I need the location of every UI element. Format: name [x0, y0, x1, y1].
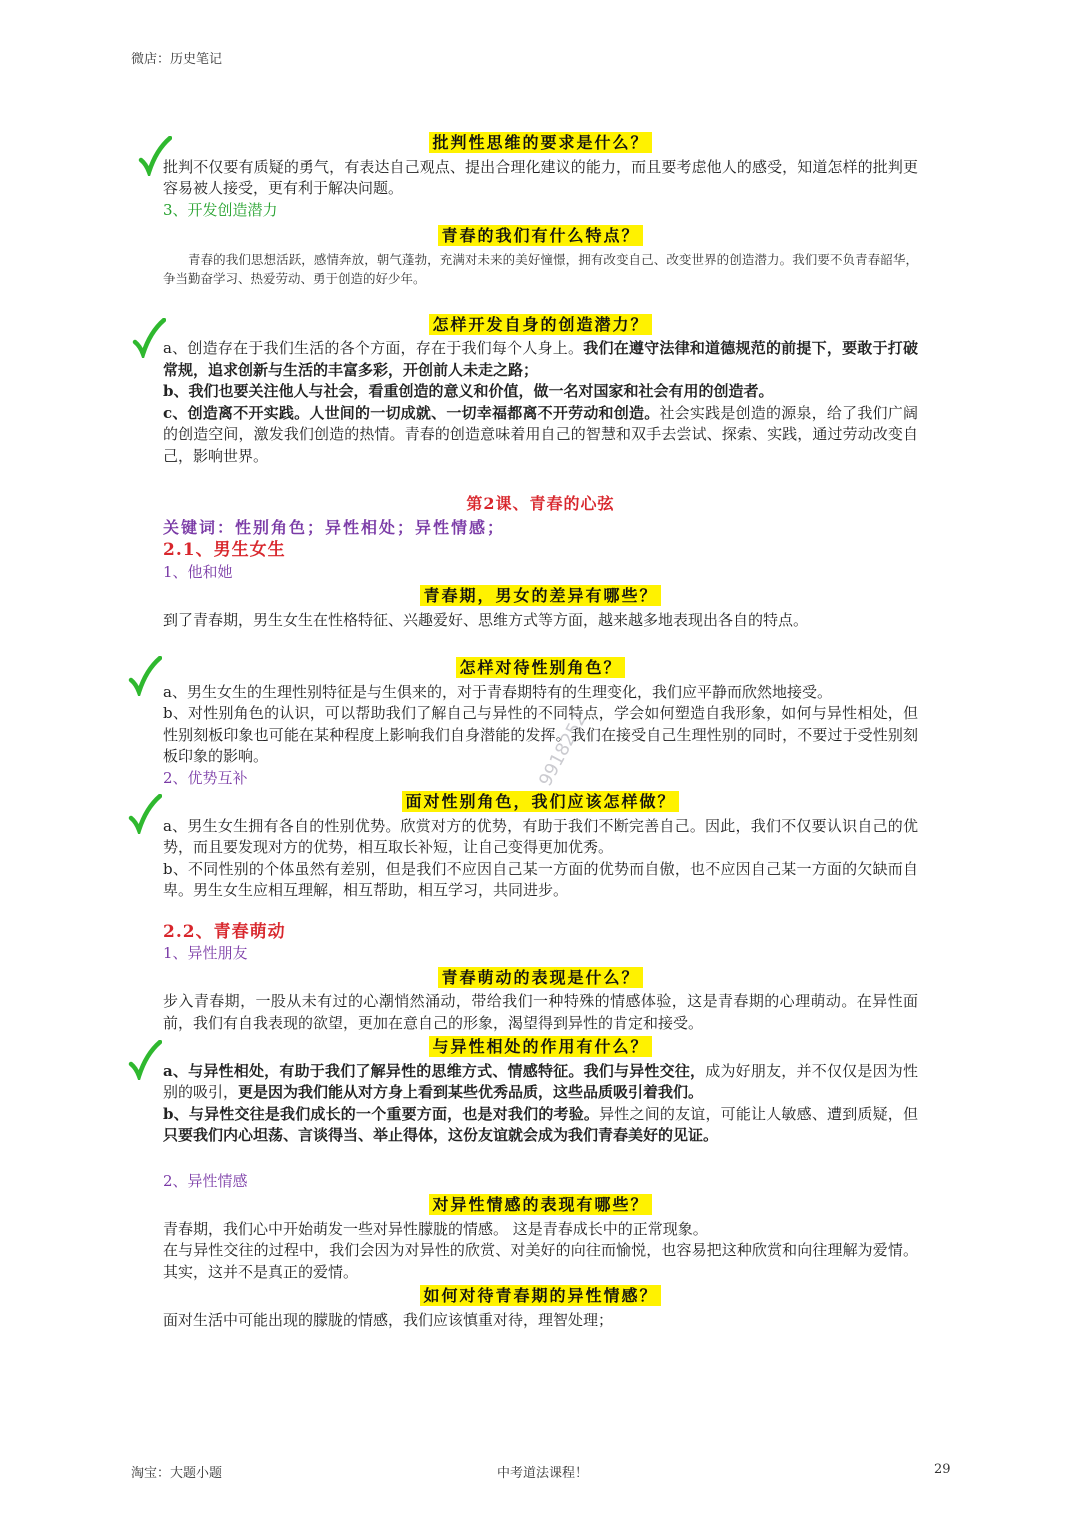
- header-shop: 微店：历史笔记: [131, 52, 223, 67]
- subsection-label: 1、异性朋友: [163, 944, 248, 962]
- answer-b-bold: b、与异性交往是我们成长的一个重要方面，也是对我们的考验。: [163, 1104, 600, 1123]
- question-title: 与异性相处的作用有什么？: [429, 1036, 651, 1057]
- page-number: 29: [934, 1462, 951, 1477]
- answer-a: a、男生女生拥有各自的性别优势。欣赏对方的优势，有助于我们不断完善自己。因此，我们不仅要认识自己的优势，而且要发现对方的优势，相互取长补短，让自己变得更加优秀。: [163, 816, 918, 856]
- keywords: 关键词：性别角色；异性相处；异性情感；: [163, 517, 506, 537]
- answer-c-plain: 社会实践是创造的源泉，给了我们广阔的创造空间，激发我们创造的热情。青春的创造意味着用自己的智慧和双手去尝试、探索、实践，通过劳动改变自己，影响世界。: [163, 403, 918, 465]
- page-content: [163, 130, 918, 1331]
- answer-text: 批判不仅要有质疑的勇气，有表达自己观点、提出合理化建议的能力，而且要考虑他人的感受，知道怎样的批判更容易被人接受，更有利于解决问题。: [163, 157, 918, 197]
- answer-a: [163, 338, 918, 381]
- answer-b-plain: 异性之间的友谊，可能让人敏感、遭到质疑，但: [599, 1104, 918, 1123]
- question-title: 青春萌动的表现是什么？: [438, 967, 642, 988]
- answer-a-bold: a、与异性相处，有助于我们了解异性的思维方式、情感特征。我们与异性交往，: [163, 1061, 706, 1080]
- subsection-label: 2、异性情感: [163, 1171, 248, 1190]
- check-icon: [128, 794, 162, 834]
- check-icon: [128, 656, 162, 696]
- answer-text: 到了青春期，男生女生在性格特征、兴趣爱好、思维方式等方面，越来越多地表现出各自的特点。: [163, 610, 809, 629]
- check-icon: [132, 318, 166, 358]
- footer-left: 淘宝：大题小题: [131, 1466, 223, 1481]
- answer-a-bold: 更是因为我们能从对方身上看到某些优秀品质，这些品质吸引着我们。: [238, 1083, 704, 1101]
- section-title: 2.1、男生女生: [163, 540, 286, 560]
- answer-b: b、我们也要关注他人与社会，看重创造的意义和价值，做一名对国家和社会有用的创造者。: [163, 382, 774, 400]
- question-title: 批判性思维的要求是什么？: [429, 132, 651, 153]
- section-label: 3、开发创造潜力: [163, 200, 278, 219]
- answer-line: 在与异性交往的过程中，我们会因为对异性的欣赏、对美好的向往而愉悦，也容易把这种欣赏和向往理解为爱情。 其实，这并不是真正的爱情。: [163, 1241, 918, 1281]
- question-title: 怎样对待性别角色？: [456, 657, 624, 678]
- footer-center: 中考道法课程！: [497, 1466, 589, 1481]
- answer-a: a、男生女生的生理性别特征是与生俱来的，对于青春期特有的生理变化，我们应平静而欣然地接受。: [163, 682, 832, 701]
- answer-b: [163, 1104, 918, 1147]
- question-title: 面对性别角色，我们应该怎样做？: [402, 791, 678, 812]
- answer-text: 步入青春期，一股从未有过的心潮悄然涌动，带给我们一种特殊的情感体验，这是青春期的心理萌动。在异性面前，我们有自我表现的欲望，更加在意自己的形象，渴望得到异性的肯定和接受。: [163, 992, 918, 1032]
- watermark: 9918252: [535, 709, 592, 790]
- answer-b-bold: 只要我们内心坦荡、言谈得当、举止得体，这份友谊就会成为我们青春美好的见证。: [163, 1126, 719, 1144]
- check-icon: [128, 1040, 162, 1080]
- answer-b: b、对性别角色的认识，可以帮助我们了解自己与异性的不同特点，学会如何塑造自我形象，如何与异性相处，但性别刻板印象也可能在某种程度上影响我们自身潜能的发挥。我们在接受自己生理性别的同时，不要过于受性别刻 板印象的影响。: [163, 704, 918, 765]
- question-title: 青春的我们有什么特点？: [438, 225, 642, 246]
- question-title: 怎样开发自身的创造潜力？: [429, 314, 651, 335]
- answer-a-bold: 我们在遵守法律和道德规范的前提下，要敢于打破常规，追求创新与生活的丰富多彩，开创前人未走之路；: [163, 339, 918, 379]
- question-title: 青春期，男女的差异有哪些？: [420, 585, 660, 606]
- question-title: 如何对待青春期的异性情感？: [420, 1285, 660, 1306]
- answer-b: b、不同性别的个体虽然有差别，但是我们不应因自己某一方面的优势而自傲，也不应因自己某一方面的欠缺而自卑。男生女生应相互理解，相互帮助，相互学习，共同进步。: [163, 859, 918, 899]
- answer-line: 青春期，我们心中开始萌发一些对异性朦胧的情感。 这是青春成长中的正常现象。: [163, 1219, 708, 1238]
- subsection-label: 2、优势互补: [163, 768, 248, 787]
- lesson-title: 第2课、青春的心弦: [466, 494, 615, 513]
- answer-text: 面对生活中可能出现的朦胧的情感，我们应该慎重对待，理智处理；: [163, 1310, 614, 1329]
- answer-a-plain: 成为好朋友，并不仅仅是因为性别的吸引，: [163, 1061, 918, 1101]
- question-title: 对异性情感的表现有哪些？: [429, 1194, 651, 1215]
- section-title: 2.2、青春萌动: [163, 921, 286, 942]
- answer-text: 青春的我们思想活跃，感情奔放，朝气蓬勃，充满对未来的美好憧憬，拥有改变自己、改变世界的创造潜力。我们要不负青春韶华，争当勤奋学习、热爱劳动、勇于创造的好少年。: [163, 251, 918, 286]
- answer-a-plain: a、创造存在于我们生活的各个方面，存在于我们每个人身上。: [163, 339, 584, 357]
- subsection-label: 1、他和她: [163, 562, 233, 581]
- answer-a: [163, 1061, 918, 1104]
- answer-c: [163, 403, 918, 468]
- answer-c-bold: c、创造离不开实践。人世间的一切成就、一切幸福都离不开劳动和创造。: [163, 403, 660, 422]
